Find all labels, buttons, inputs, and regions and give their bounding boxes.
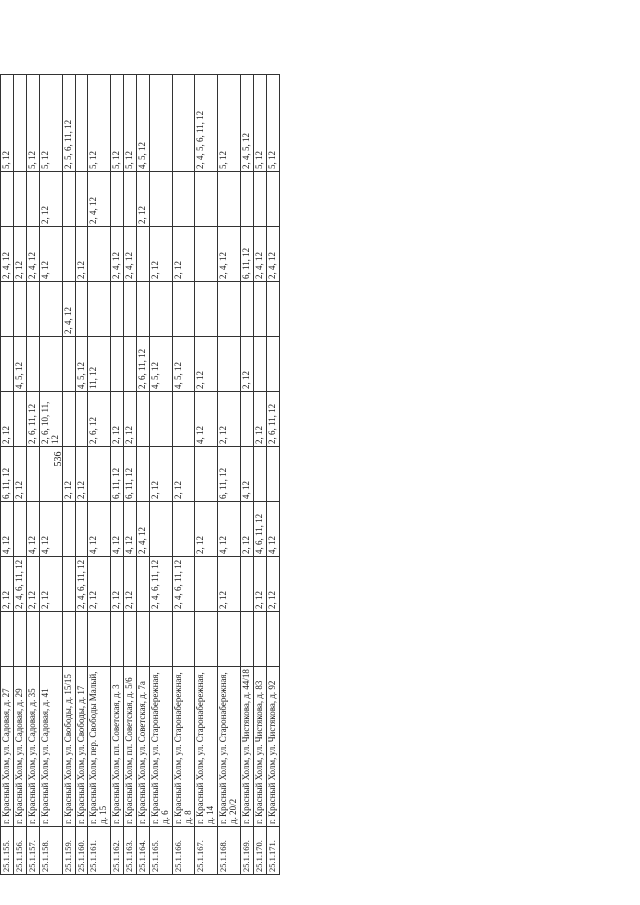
work-code-cell [241,557,254,612]
work-code-cell [195,282,218,337]
work-code-cell [172,74,195,171]
row-number: 25.1.157. [26,827,39,875]
work-code-cell: 2, 4, 6, 11, 12 [14,557,27,612]
work-code-cell: 4, 12 [241,447,254,502]
work-code-cell [62,502,75,557]
table-row [253,74,266,874]
row-address: г. Красный Холм, ул. Садовая, д. 27 [1,667,14,827]
table-row [39,74,62,874]
work-code-cell: 6, 11, 12 [241,227,254,282]
work-code-cell: 4, 5, 12 [172,337,195,392]
table-row [62,74,75,874]
work-code-cell: 5, 12 [88,74,111,171]
work-code-cell [62,227,75,282]
work-code-cell: 4, 5, 12 [14,337,27,392]
work-code-cell [88,227,111,282]
table-row [88,74,111,874]
work-code-cell [111,282,124,337]
row-number: 25.1.161. [88,827,111,875]
work-code-cell [195,557,218,612]
work-code-cell [111,612,124,667]
work-code-cell: 2, 12 [1,557,14,612]
table-row [172,74,195,874]
work-code-cell [62,392,75,447]
work-code-cell: 5, 12 [39,74,62,171]
row-address: г. Красный Холм, ул. Старонабережная, д. 14 [195,667,218,827]
work-code-cell [136,612,149,667]
work-code-cell [1,282,14,337]
table-row [136,74,149,874]
work-code-cell [26,172,39,227]
row-number: 25.1.159. [62,827,75,875]
work-code-cell [75,612,88,667]
work-code-cell [62,557,75,612]
work-code-cell: 4, 12 [26,502,39,557]
row-number: 25.1.169. [241,827,254,875]
work-code-cell: 4, 12 [218,502,241,557]
work-code-cell: 4, 12 [39,227,62,282]
work-code-cell: 2, 4, 12 [111,227,124,282]
work-code-cell: 2, 4, 6, 11, 12 [172,557,195,612]
work-code-cell [218,172,241,227]
work-code-cell [26,447,39,502]
row-number: 25.1.168. [218,827,241,875]
row-number: 25.1.165. [149,827,172,875]
work-code-cell: 2, 12 [218,557,241,612]
work-code-cell [253,612,266,667]
work-code-cell [195,612,218,667]
row-address: г. Красный Холм, ул. Старонабережная, д. 8 [172,667,195,827]
work-code-cell [14,74,27,171]
work-code-cell: 2, 12 [124,557,137,612]
row-number: 25.1.163. [124,827,137,875]
work-code-cell [195,227,218,282]
work-code-cell [124,172,137,227]
work-code-cell: 6, 11, 12 [124,447,137,502]
work-code-cell: 2, 4, 6, 11, 12 [75,557,88,612]
work-code-cell: 2, 4, 12 [124,227,137,282]
work-code-cell: 2, 4, 5, 12 [241,74,254,171]
row-address: г. Красный Холм, ул. Чистякова, д. 83 [253,667,266,827]
row-address: г. Красный Холм, пл. Советская, д. 3 [111,667,124,827]
work-code-cell: 2, 4, 12 [266,227,279,282]
row-address: г. Красный Холм, ул. Садовая, д. 35 [26,667,39,827]
work-code-cell: 2, 4, 12 [26,227,39,282]
work-code-cell [149,282,172,337]
work-code-cell [136,227,149,282]
table-row [124,74,137,874]
row-address: г. Красный Холм, ул. Чистякова, д. 44/18 [241,667,254,827]
table-row [26,74,39,874]
work-code-cell [1,172,14,227]
work-code-cell [39,337,62,392]
work-code-cell [218,612,241,667]
row-address: г. Красный Холм, ул. Советская, д. 7а [136,667,149,827]
work-code-cell [218,337,241,392]
work-code-cell: 2, 12 [149,227,172,282]
work-code-cell: 2, 4, 12 [1,227,14,282]
work-code-cell [172,612,195,667]
work-code-cell [1,337,14,392]
table-body [1,74,279,874]
work-code-cell: 4, 12 [1,502,14,557]
work-code-cell: 5, 12 [266,74,279,171]
work-code-cell [26,337,39,392]
work-code-cell: 2, 12 [253,557,266,612]
table-row [14,74,27,874]
work-code-cell [62,612,75,667]
work-code-cell [26,612,39,667]
work-code-cell: 2, 4, 12 [218,227,241,282]
row-address: г. Красный Холм, пл. Советская, д. 5/6 [124,667,137,827]
work-code-cell: 2, 12 [195,337,218,392]
work-code-cell: 2, 12 [111,557,124,612]
table-row [241,74,254,874]
work-code-cell [88,282,111,337]
work-code-cell [39,612,62,667]
work-code-cell: 4, 12 [124,502,137,557]
work-code-cell [136,282,149,337]
work-code-cell: 2, 12 [136,172,149,227]
work-code-cell: 6, 11, 12 [218,447,241,502]
work-code-cell: 5, 12 [253,74,266,171]
row-address: г. Красный Холм, ул. Садовая, д. 41 [39,667,62,827]
work-code-cell [172,502,195,557]
repair-schedule-table [0,74,280,875]
work-code-cell: 5, 12 [111,74,124,171]
work-code-cell: 6, 11, 12 [111,447,124,502]
work-code-cell: 2, 12 [88,557,111,612]
work-code-cell: 2, 12 [266,557,279,612]
row-number: 25.1.164. [136,827,149,875]
work-code-cell: 2, 12 [39,557,62,612]
row-address: г. Красный Холм, ул. Свободы, д. 15/15 [62,667,75,827]
work-code-cell [62,172,75,227]
row-address: г. Красный Холм, ул. Свободы, д. 17 [75,667,88,827]
work-code-cell [75,172,88,227]
row-address: г. Красный Холм, ул. Чистякова, д. 92 [266,667,279,827]
work-code-cell: 2, 4, 12 [88,172,111,227]
table-row [266,74,279,874]
work-code-cell [266,612,279,667]
table-row [195,74,218,874]
work-code-cell [14,392,27,447]
row-number: 25.1.170. [253,827,266,875]
work-code-cell: 2, 12 [1,392,14,447]
work-code-cell: 2, 4, 5, 6, 11, 12 [195,74,218,171]
table-row [75,74,88,874]
row-address: г. Красный Холм, пер. Свободы Малый, д. 15 [88,667,111,827]
work-code-cell: 2, 12 [14,227,27,282]
work-code-cell [241,612,254,667]
work-code-cell: 6, 11, 12 [1,447,14,502]
row-number: 25.1.171. [266,827,279,875]
work-code-cell: 2, 12 [218,392,241,447]
work-code-cell [14,612,27,667]
work-code-cell [172,392,195,447]
work-code-cell [26,282,39,337]
work-code-cell [149,392,172,447]
work-code-cell [14,502,27,557]
work-code-cell: 4, 12 [39,502,62,557]
work-code-cell [88,447,111,502]
work-code-cell: 2, 4, 12 [62,282,75,337]
work-code-cell [75,502,88,557]
work-code-cell: 2, 12 [172,447,195,502]
row-address: г. Красный Холм, ул. Старонабережная, д. 6 [149,667,172,827]
work-code-cell: 5, 12 [124,74,137,171]
row-number: 25.1.158. [39,827,62,875]
row-address: г. Красный Холм, ул. Садовая, д. 29 [14,667,27,827]
row-number: 25.1.156. [14,827,27,875]
work-code-cell [218,282,241,337]
work-code-cell [149,74,172,171]
work-code-cell [253,172,266,227]
work-code-cell [14,282,27,337]
work-code-cell: 4, 12 [88,502,111,557]
work-code-cell [62,337,75,392]
work-code-cell: 2, 5, 6, 11, 12 [62,74,75,171]
work-code-cell [1,612,14,667]
work-code-cell: 2, 12 [172,227,195,282]
work-code-cell: 2, 12 [124,392,137,447]
work-code-cell: 2, 4, 12 [253,227,266,282]
work-code-cell [266,172,279,227]
work-code-cell [111,337,124,392]
table-row [1,74,14,874]
work-code-cell [136,557,149,612]
work-code-cell: 4, 12 [266,502,279,557]
work-code-cell [111,172,124,227]
work-code-cell [136,392,149,447]
work-code-cell: 2, 4, 12 [136,502,149,557]
work-code-cell: 11, 12 [88,337,111,392]
work-code-cell [124,282,137,337]
work-code-cell [88,612,111,667]
work-code-cell: 2, 4, 6, 11, 12 [149,557,172,612]
row-number: 25.1.167. [195,827,218,875]
work-code-cell: 5, 12 [218,74,241,171]
work-code-cell [124,612,137,667]
work-code-cell [253,447,266,502]
row-number: 25.1.162. [111,827,124,875]
work-code-cell: 2, 6, 11, 12 [266,392,279,447]
work-code-cell [75,282,88,337]
work-code-cell [266,447,279,502]
work-code-cell: 2, 6, 11, 12 [136,337,149,392]
work-code-cell [195,172,218,227]
work-code-cell [124,337,137,392]
work-code-cell: 4, 5, 12 [149,337,172,392]
work-code-cell [266,337,279,392]
work-code-cell: 2, 12 [253,392,266,447]
work-code-cell [136,447,149,502]
work-code-cell [149,502,172,557]
work-code-cell [39,447,62,502]
work-code-cell [172,282,195,337]
work-code-cell: 2, 12 [14,447,27,502]
work-code-cell: 2, 12 [149,447,172,502]
work-code-cell [195,447,218,502]
work-code-cell: 2, 12 [39,172,62,227]
work-code-cell [75,74,88,171]
work-code-cell: 2, 12 [75,227,88,282]
work-code-cell [241,282,254,337]
row-number: 25.1.166. [172,827,195,875]
work-code-cell [75,392,88,447]
work-code-cell: 4, 5, 12 [136,74,149,171]
work-code-cell [266,282,279,337]
work-code-cell [241,172,254,227]
work-code-cell: 2, 12 [62,447,75,502]
work-code-cell: 2, 12 [75,447,88,502]
work-code-cell: 2, 6, 10, 11, 12 [39,392,62,447]
work-code-cell [149,612,172,667]
work-code-cell: 2, 12 [195,502,218,557]
work-code-cell: 4, 12 [195,392,218,447]
work-code-cell: 4, 5, 12 [75,337,88,392]
work-code-cell [39,282,62,337]
work-code-cell: 4, 12 [111,502,124,557]
work-code-cell [14,172,27,227]
work-code-cell: 4, 6, 11, 12 [253,502,266,557]
work-code-cell: 2, 6, 12 [88,392,111,447]
work-code-cell [253,282,266,337]
work-code-cell [241,392,254,447]
page-number: 536 [53,451,64,467]
row-number: 25.1.155. [1,827,14,875]
work-code-cell [172,172,195,227]
row-address: г. Красный Холм, ул. Старонабережная, д. 20/2 [218,667,241,827]
work-code-cell: 2, 12 [26,557,39,612]
work-code-cell: 2, 12 [241,502,254,557]
work-code-cell: 5, 12 [26,74,39,171]
work-code-cell [253,337,266,392]
repair-schedule-table-container [0,75,285,875]
work-code-cell [149,172,172,227]
work-code-cell: 2, 6, 11, 12 [26,392,39,447]
work-code-cell: 2, 12 [111,392,124,447]
table-row [218,74,241,874]
table-row [111,74,124,874]
work-code-cell: 2, 12 [241,337,254,392]
row-number: 25.1.160. [75,827,88,875]
work-code-cell: 5, 12 [1,74,14,171]
table-row [149,74,172,874]
